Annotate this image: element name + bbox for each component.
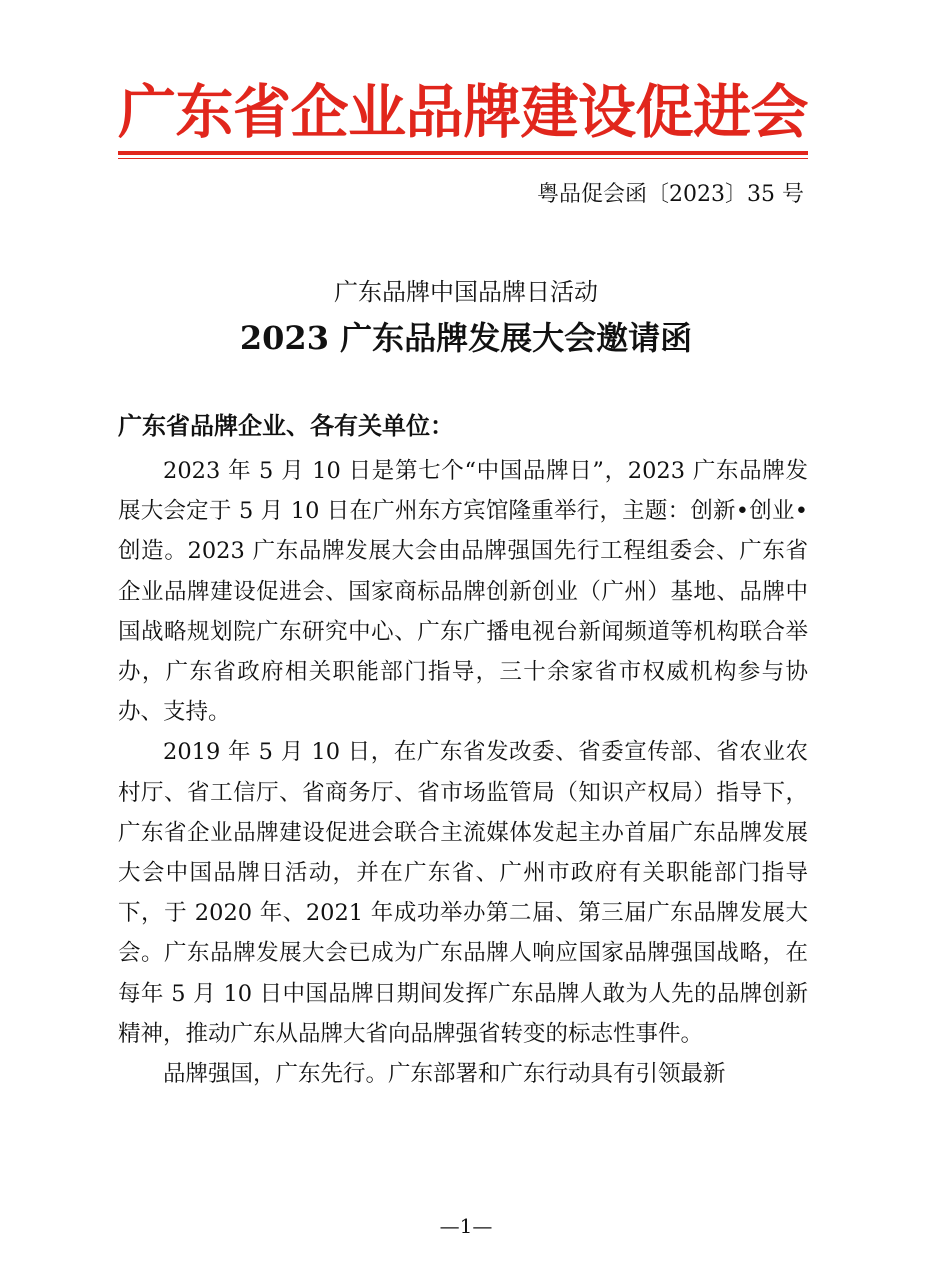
document-number: 粤品促会函〔2023〕35 号 [537,182,804,207]
paragraph-3: 品牌强国，广东先行。广东部署和广东行动具有引领最新 [163,1061,726,1088]
masthead-rule-thick [118,151,808,155]
document-title: 2023 广东品牌发展大会邀请函 [239,319,693,357]
organization-masthead: 广东省企业品牌建设促进会 [118,78,809,146]
masthead-rule-thin [118,158,808,159]
paragraph-2: 2019 年 5 月 10 日，在广东省发改委、省委宣传部、省农业农村厅、省工信厅、省商务厅、省市场监管局（知识产权局）指导下，广东省企业品牌建设促进会联合主流媒体发起主办首届广东品牌发展大会中国品牌日活动，并在广东省、广州市政府有关职能部门指导下，于 2020 年、2021 年成功举办第二届、第三届广东品牌发展大会。广东品牌发展大会已成为广东品牌人响应国家品牌强国战略，在每年 5 月 10 日中国品牌日期间发挥广东品牌人敢为人先的品牌创新精神，推动广东从品牌大省向品牌强省转变的标志性事件。 [118,739,808,1047]
salutation: 广东省品牌企业、各有关单位： [118,412,454,440]
page-number: —1— [439,1214,493,1238]
letter-body [118,451,808,1094]
paragraph-1: 2023 年 5 月 10 日是第七个“中国品牌日”，2023 广东品牌发展大会定于 5 月 10 日在广州东方宾馆隆重举行，主题：创新•创业•创造。2023 广东品牌发展大会由品牌强国先行工程组委会、广东省企业品牌建设促进会、国家商标品牌创新创业（广州）基地、品牌中国战略规划院广东研究中心、广东广播电视台新闻频道等机构联合举办，广东省政府相关职能部门指导，三十余家省市权威机构参与协办、支持。 [118,458,808,726]
document-subtitle: 广东品牌中国品牌日活动 [334,278,598,306]
